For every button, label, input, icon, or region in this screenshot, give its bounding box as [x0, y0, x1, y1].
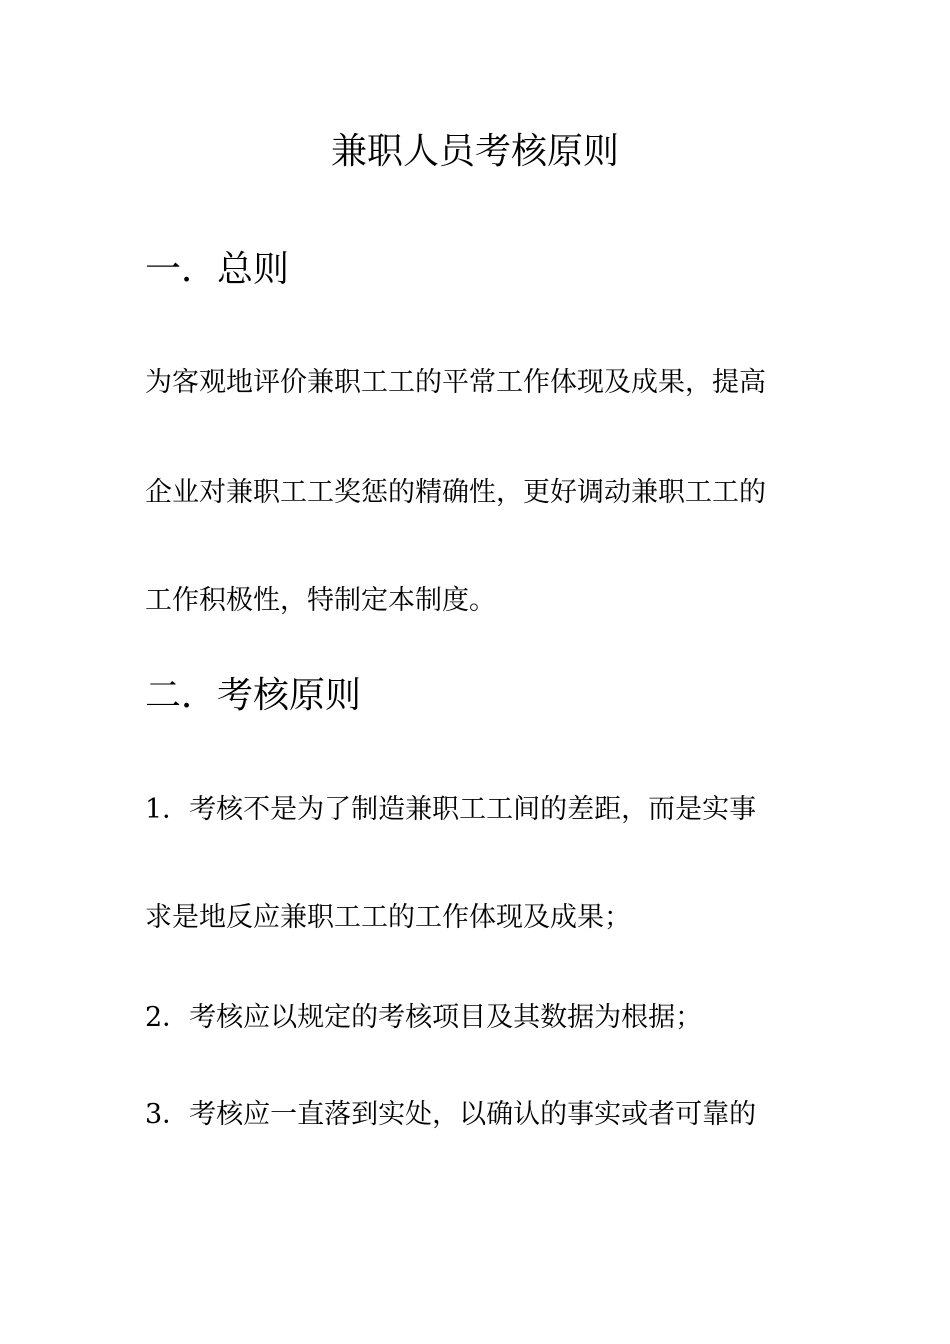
section-heading-principles: 二．考核原则	[145, 675, 362, 716]
list-item-line: 求是地反应兼职工工的工作体现及成果；	[145, 902, 631, 933]
paragraph-line: 企业对兼职工工奖惩的精确性，更好调动兼职工工的	[145, 477, 766, 508]
paragraph-line: 为客观地评价兼职工工的平常工作体现及成果，提高	[145, 367, 766, 398]
list-item-line: 1．考核不是为了制造兼职工工间的差距，而是实事	[145, 794, 757, 825]
document-title: 兼职人员考核原则	[330, 131, 619, 172]
list-item-line: 3．考核应一直落到实处，以确认的事实或者可靠的	[145, 1099, 757, 1130]
list-item-line: 2．考核应以规定的考核项目及其数据为根据；	[145, 1002, 703, 1033]
paragraph-line: 工作积极性，特制定本制度。	[145, 585, 496, 616]
section-heading-general: 一．总则	[145, 249, 290, 290]
